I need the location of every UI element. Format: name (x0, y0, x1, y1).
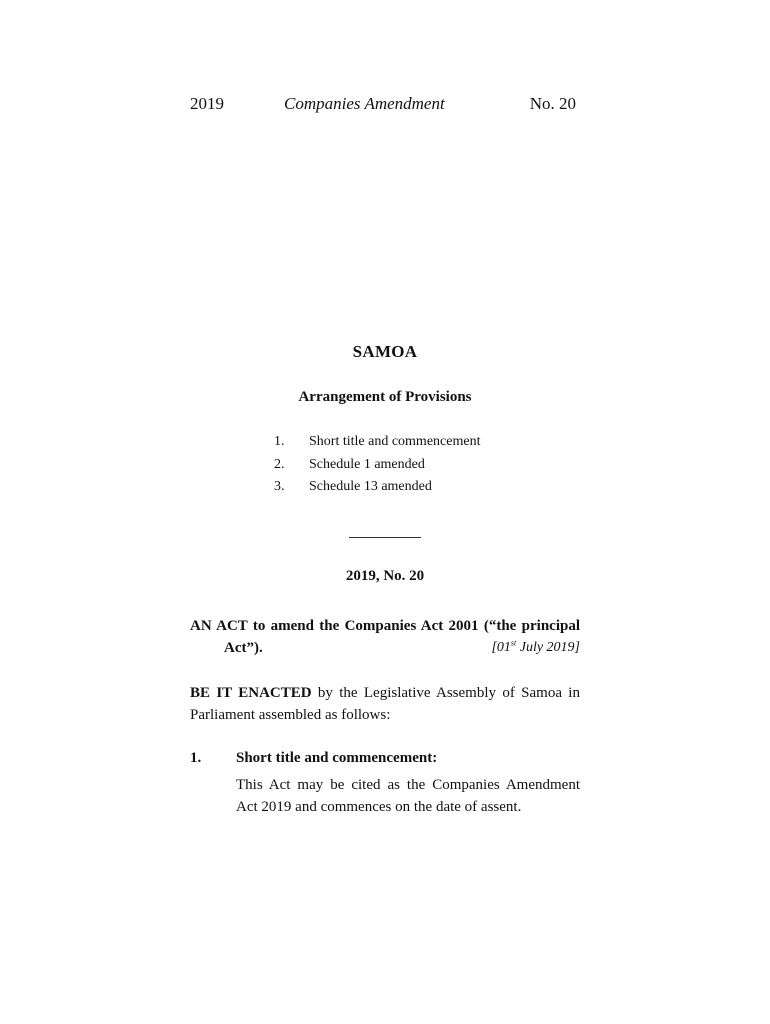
long-title (190, 615, 580, 659)
arrangement-item-label: Schedule 13 amended (309, 479, 432, 494)
arrangement-item-number: 2. (274, 456, 285, 472)
assent-date-prefix: [01 (491, 640, 511, 655)
enacting-line-1-rest: by the Legislative Assembly of Samoa in (311, 685, 580, 701)
enacting-line-1 (190, 682, 580, 704)
act-number-heading: 2019, No. 20 (345, 568, 425, 584)
section-body-line-2: Act 2019 and commences on the date of assent. (236, 799, 522, 815)
header-act-title: Companies Amendment (284, 94, 445, 113)
enacting-line-2: Parliament assembled as follows: (190, 707, 391, 723)
section-divider (349, 537, 421, 538)
header-act-number: No. 20 (529, 94, 576, 113)
section-1 (190, 750, 580, 818)
assent-date (491, 637, 580, 659)
arrangement-item-label: Schedule 1 amended (309, 456, 425, 472)
arrangement-title: Arrangement of Provisions (298, 389, 472, 405)
running-header (190, 94, 576, 118)
country-heading: SAMOA (352, 342, 418, 361)
long-title-line-1: AN ACT to amend the Companies Act 2001 (“the principal (190, 618, 580, 634)
assent-date-ordinal: st (510, 638, 517, 648)
arrangement-item (274, 479, 534, 502)
section-body-line-1: This Act may be cited as the Companies Amendment (236, 777, 580, 793)
enacting-bold: BE IT ENACTED (190, 685, 312, 701)
arrangement-item (274, 434, 534, 457)
header-year: 2019 (190, 94, 224, 113)
arrangement-item (274, 457, 534, 480)
section-heading: Short title and commencement: (236, 750, 438, 766)
arrangement-item-label: Short title and commencement (309, 434, 481, 449)
long-title-line-2 (190, 637, 580, 659)
assent-date-suffix: July 2019] (516, 640, 580, 655)
arrangement-item-number: 3. (274, 479, 285, 494)
section-heading-row (190, 750, 580, 772)
section-body (236, 774, 580, 818)
arrangement-list (274, 434, 534, 502)
enacting-formula (190, 682, 580, 726)
arrangement-item-number: 1. (274, 434, 285, 449)
long-title-continuation: Act”). (224, 640, 263, 656)
section-number: 1. (190, 750, 202, 766)
